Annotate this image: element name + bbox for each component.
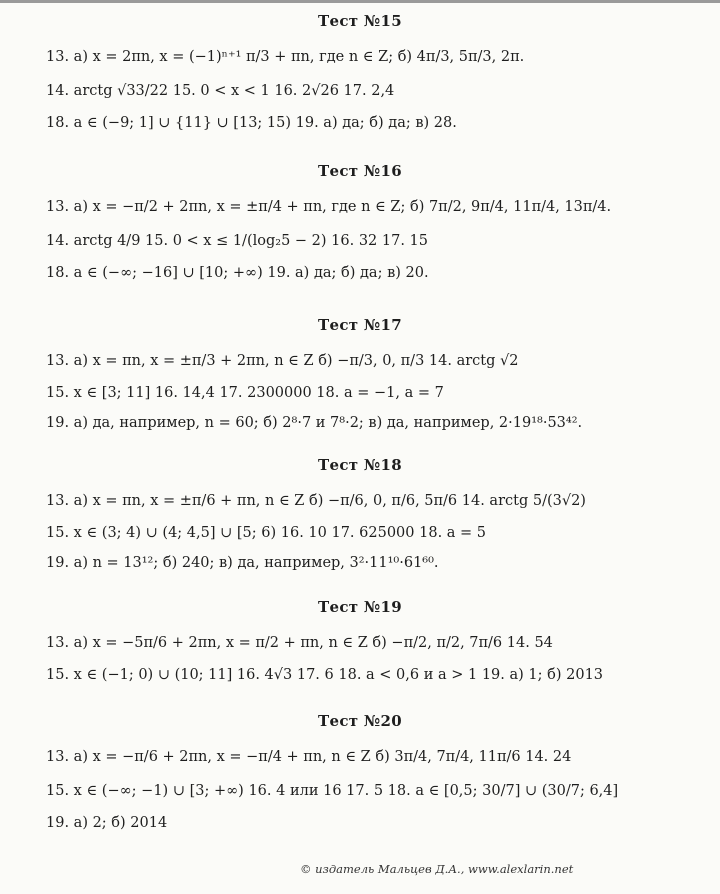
test-16-answer-line-3: 18. a ∈ (−∞; −16] ∪ [10; +∞) 19. а) да; б) да; в) 20. (46, 265, 429, 281)
test-18-answer-line-3: 19. а) n = 13¹²; б) 240; в) да, например, 3²·11¹⁰·61⁶⁰. (46, 555, 439, 571)
top-divider (0, 0, 720, 3)
test-16-answer-line-1: 13. а) x = −π/2 + 2πn, x = ±π/4 + πn, где n ∈ Z; б) 7π/2, 9π/4, 11π/4, 13π/4. (46, 199, 612, 215)
test-16-title: Тест №16 (318, 162, 402, 180)
test-17-answer-line-2: 15. x ∈ [3; 11] 16. 14,4 17. 2300000 18. a = −1, a = 7 (46, 385, 444, 401)
publisher-footer: © издатель Мальцев Д.А., www.alexlarin.net (300, 862, 574, 876)
test-20-title: Тест №20 (318, 712, 402, 730)
test-18-title: Тест №18 (318, 456, 402, 474)
test-18-answer-line-1: 13. а) x = πn, x = ±π/6 + πn, n ∈ Z б) −π/6, 0, π/6, 5π/6 14. arctg 5/(3√2) (46, 493, 586, 509)
test-17-answer-line-3: 19. а) да, например, n = 60; б) 2⁸·7 и 7⁸·2; в) да, например, 2·19¹⁸·53⁴². (46, 415, 583, 431)
test-15-section (0, 12, 720, 142)
test-20-answer-line-2: 15. x ∈ (−∞; −1) ∪ [3; +∞) 16. 4 или 16 17. 5 18. a ∈ [0,5; 30/7] ∪ (30/7; 6,4] (46, 783, 619, 799)
test-17-title: Тест №17 (318, 316, 402, 334)
test-20-section (0, 712, 720, 842)
test-16-section (0, 162, 720, 292)
test-15-title: Тест №15 (318, 12, 402, 30)
test-16-answer-line-2: 14. arctg 4/9 15. 0 < x ≤ 1/(log₂5 − 2) 16. 32 17. 15 (46, 233, 428, 249)
test-17-answer-line-1: 13. а) x = πn, x = ±π/3 + 2πn, n ∈ Z б) −π/3, 0, π/3 14. arctg √2 (46, 353, 519, 369)
test-19-answer-line-1: 13. а) x = −5π/6 + 2πn, x = π/2 + πn, n ∈ Z б) −π/2, π/2, 7π/6 14. 54 (46, 635, 553, 651)
test-18-answer-line-2: 15. x ∈ (3; 4) ∪ (4; 4,5] ∪ [5; 6) 16. 10 17. 625000 18. a = 5 (46, 525, 487, 541)
test-18-section (0, 456, 720, 582)
test-19-section (0, 598, 720, 694)
test-15-answer-line-3: 18. a ∈ (−9; 1] ∪ {11} ∪ [13; 15) 19. а) да; б) да; в) 28. (46, 115, 457, 131)
test-20-answer-line-1: 13. а) x = −π/6 + 2πn, x = −π/4 + πn, n ∈ Z б) 3π/4, 7π/4, 11π/6 14. 24 (46, 749, 572, 765)
test-15-answer-line-2: 14. arctg √33/22 15. 0 < x < 1 16. 2√26 17. 2,4 (46, 83, 395, 99)
test-15-answer-line-1: 13. а) x = 2πn, x = (−1)ⁿ⁺¹ π/3 + πn, где n ∈ Z; б) 4π/3, 5π/3, 2π. (46, 49, 525, 65)
test-19-title: Тест №19 (318, 598, 402, 616)
test-20-answer-line-3: 19. а) 2; б) 2014 (46, 815, 168, 831)
test-17-section (0, 316, 720, 442)
test-19-answer-line-2: 15. x ∈ (−1; 0) ∪ (10; 11] 16. 4√3 17. 6 18. a < 0,6 и a > 1 19. а) 1; б) 2013 (46, 667, 604, 683)
